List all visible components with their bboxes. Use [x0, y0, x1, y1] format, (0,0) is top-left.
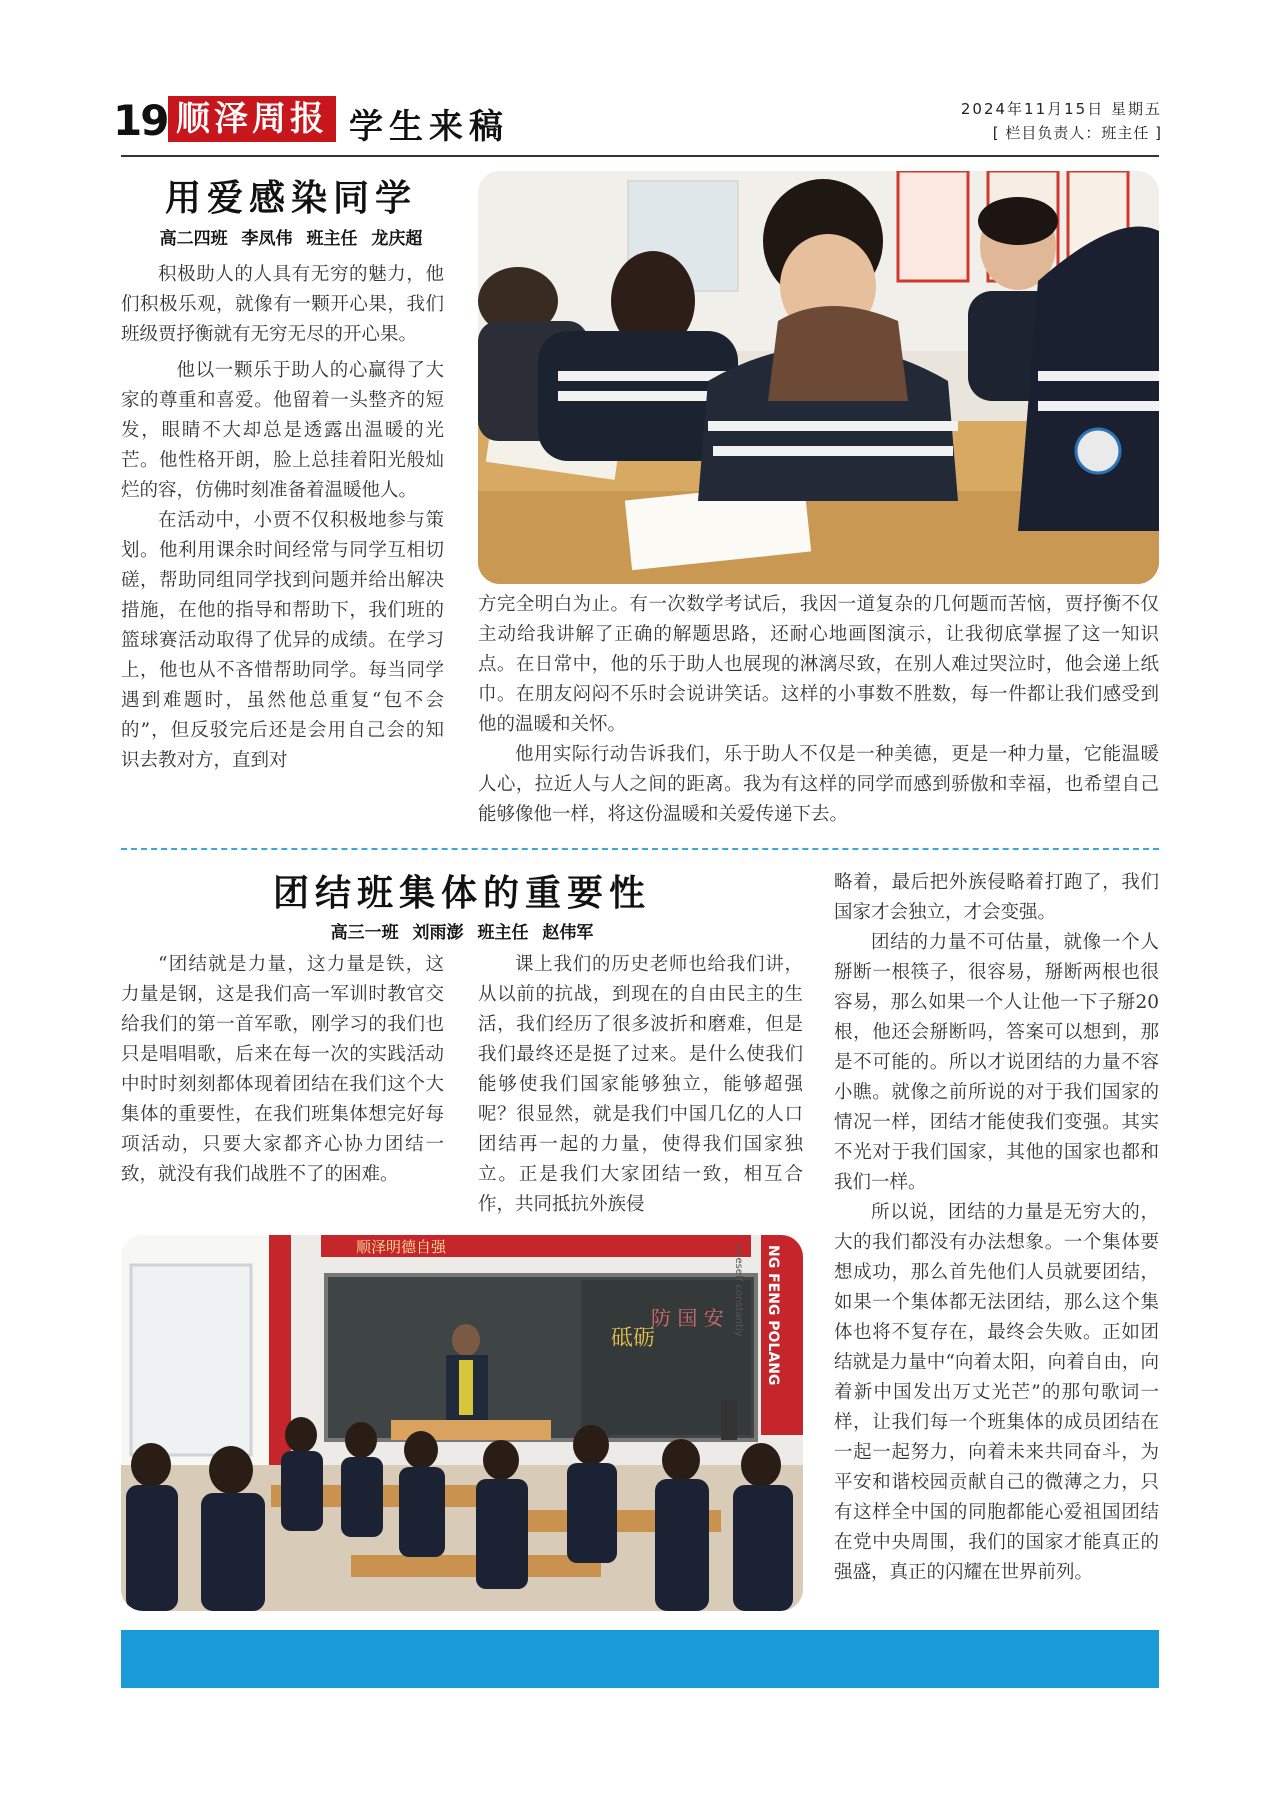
article2-column-2: [478, 950, 803, 1220]
page-number: 19: [113, 96, 168, 145]
article2-title: 团结班集体的重要性: [272, 873, 651, 914]
article2-paragraph: 略着，最后把外族侵略着打跑了，我们国家才会独立，才会变强。: [834, 872, 1159, 923]
side-banner-small-text: oneself constantly: [733, 1245, 744, 1337]
article1-column-right: [478, 590, 1159, 830]
header-rule: [121, 155, 1159, 157]
article2-paragraph: “团结就是力量，这力量是铁，这力量是钢，这是我们高一军训时教官交给我们的第一首军歌，刚学习的我们也只是唱唱歌，后来在每一次的实践活动中时时刻刻都体现着团结在我们这个大集体的重要性，在我们班集体想完好每项活动，只要大家都齐心协力团结一致，就没有我们战胜不了的困难。: [121, 954, 444, 1185]
issue-date: 2024年11月15日 星期五: [960, 100, 1162, 118]
footer-bar: [121, 1630, 1159, 1688]
article1-paragraph: 他用实际行动告诉我们，乐于助人不仅是一种美德，更是一种力量，它能温暖人心，拉近人与人之间的距离。我为有这样的同学而感到骄傲和幸福，也希望自己能够像他一样，将这份温暖和关爱传递下去。: [478, 744, 1159, 825]
article1-title: 用爱感染同学: [164, 178, 417, 219]
paper-logo: 顺泽周报: [168, 96, 336, 142]
article2-paragraph: 团结的力量不可估量，就像一个人掰断一根筷子，很容易，掰断两根也很容易，那么如果一个人让他一下子掰20根，他还会掰断吗，答案可以想到，那是不可能的。所以才说团结的力量不容小瞧。就像之前所说的对于我们国家的情况一样，团结才能使我们变强。其实不光对于我们国家，其他的国家也都和我们一样。: [834, 932, 1159, 1193]
article2-column-1: [121, 950, 444, 1190]
article1-paragraph: 在活动中，小贾不仅积极地参与策划。他利用课余时间经常与同学互相切磋，帮助同组同学找到问题并给出解决措施，在他的指导和帮助下，我们班的篮球赛活动取得了优异的成绩。在学习上，他也从不吝惜帮助同学。每当同学遇到难题时，虽然他总重复“包不会的”，但反驳完后还是会用自己会的知识去教对方，直到对: [121, 510, 444, 771]
article1-column-left: [121, 260, 444, 776]
article1-paragraph: 积极助人的人具有无穷的魅力，他们积极乐观，就像有一颗开心果，我们班级贾抒衡就有无穷无尽的开心果。: [121, 264, 444, 345]
article2-paragraph: 课上我们的历史老师也给我们讲，从以前的抗战，到现在的自由民主的生活，我们经历了很多波折和磨难，但是我们最终还是挺了过来。是什么使我们能够使我们国家能够独立，能够超强呢？很显然，就是我们中国几亿的人口团结再一起的力量，使得我们国家独立。正是我们大家团结一致，相互合作，共同抵抗外族侵: [478, 954, 803, 1215]
article1-paragraph: 方完全明白为止。有一次数学考试后，我因一道复杂的几何题而苦恼，贾抒衡不仅主动给我讲解了正确的解题思路，还耐心地画图演示，让我彻底掌握了这一知识点。在日常中，他的乐于助人也展现的淋漓尽致，在别人难过哭泣时，他会递上纸巾。在朋友闷闷不乐时会说讲笑话。这样的小事数不胜数，每一件都让我们感受到他的温暖和关怀。: [478, 594, 1159, 735]
column-editor: [ 栏目负责人：班主任 ]: [992, 124, 1162, 142]
blackboard-right-text: 防 国 安: [651, 1306, 724, 1330]
banner-text: 顺泽明德自强: [356, 1238, 447, 1256]
article-divider: [121, 848, 1159, 850]
article1-paragraph: 他以一颗乐于助人的心赢得了大家的尊重和喜爱。他留着一头整齐的短发，眼睛不大却总是透露出温暖的光芒。他性格开朗，脸上总挂着阳光般灿烂的容，仿佛时刻准备着温暖他人。: [121, 360, 444, 501]
side-banner-text: NG FENG POLANG: [765, 1245, 781, 1386]
article2-paragraph: 所以说，团结的力量是无穷大的，大的我们都没有办法想象。一个集体要想成功，那么首先他们人员就要团结，如果一个集体都无法团结，那么这个集体也将不复存在，最终会失败。正如团结就是力量中“向着太阳，向着自由，向着新中国发出万丈光芒”的那句歌词一样，让我们每一个班集体的成员团结在一起一起努力，向着未来共同奋斗，为平安和谐校园贡献自己的微薄之力，只有这样全中国的同胞都能心爱祖国团结在党中央周围，我们的国家才能真正的强盛，真正的闪耀在世界前列。: [834, 1202, 1159, 1583]
article2-byline: 高三一班 刘雨澎 班主任 赵伟军: [330, 923, 594, 943]
classroom-photo-students: [478, 171, 1159, 584]
blackboard-left-text: 砥砺: [611, 1326, 656, 1351]
section-title: 学生来稿: [349, 107, 509, 147]
article1-byline: 高二四班 李凤伟 班主任 龙庆超: [159, 229, 423, 249]
article2-column-3: [834, 868, 1159, 1588]
classroom-photo-lecture: [121, 1235, 803, 1611]
